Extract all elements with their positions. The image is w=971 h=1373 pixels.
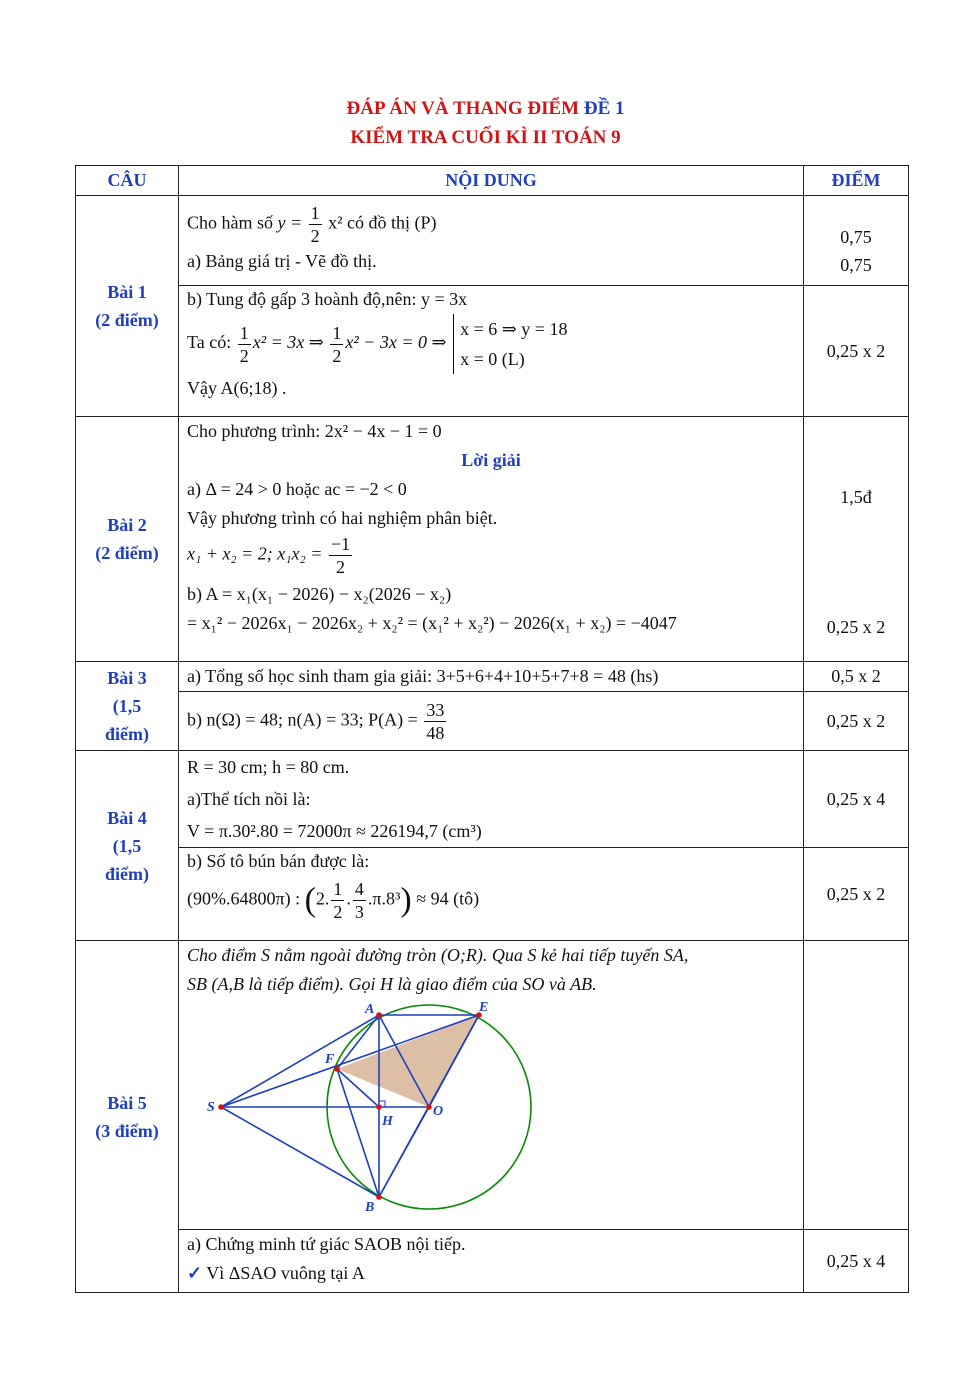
- bai1-b2-mid1: x² = 3x ⇒: [252, 332, 324, 353]
- bai4-l5: (90%.64800π) : (2. $\frac{1}{2}$ . $\frac{4}{3}$ .π.8³) ≈ 94 (tô): [187, 879, 480, 922]
- bai1-pts-b: 0,25 x 2: [804, 286, 909, 417]
- bai2-l5: b) A = x₁(x₁ − 2026) − x₂(2026 − x₂): [187, 584, 452, 604]
- bai5-l1: [187, 941, 795, 970]
- label-a: A: [365, 1002, 375, 1017]
- shaded-triangle: [337, 1015, 479, 1107]
- bai1-intro-post: x² có đồ thị (P): [328, 212, 437, 233]
- sys-line2: x = 0 (L): [460, 349, 525, 369]
- label-h: H: [382, 1114, 393, 1129]
- bai4-pts-b: 0,25 x 2: [804, 848, 909, 941]
- paren-close: ): [400, 881, 412, 919]
- fraction-33-48: [424, 699, 446, 744]
- title-blue: ĐỀ 1: [583, 98, 625, 119]
- bai1-intro-eq: y =: [277, 212, 303, 233]
- frac-d: 2: [310, 226, 320, 246]
- bai2-loigiai: Lời giải: [461, 450, 521, 470]
- bai1-points: (2 điểm): [95, 310, 159, 330]
- bai5-l2-text: SB (A,B là tiếp điểm). Gọi H là giao điểm của SO và AB.: [187, 974, 597, 994]
- bai2-l4-pre: x₁ + x₂ = 2; x₁x₂ =: [187, 543, 323, 564]
- bai5-pts-empty: [804, 941, 909, 1230]
- frac-d: 2: [332, 345, 342, 366]
- bai4-title: Bài 4: [107, 807, 147, 828]
- header-noidung: NỘI DUNG: [179, 166, 804, 196]
- fraction-neg-half: [329, 533, 352, 578]
- bai4-l1: R = 30 cm; h = 80 cm.: [187, 757, 350, 777]
- table-row: [76, 196, 909, 286]
- bai2-label: [76, 417, 179, 662]
- frac-d: 2: [239, 345, 249, 366]
- frac-d: 3: [354, 902, 364, 922]
- bai3-pts-b: 0,25 x 2: [804, 692, 909, 751]
- bai5-a2: [187, 1259, 795, 1288]
- bai2-pts-a: 1,5đ: [840, 487, 872, 507]
- frac-n: 1: [239, 322, 249, 343]
- bai2-l2: a) Δ = 24 > 0 hoặc ac = −2 < 0: [187, 479, 407, 499]
- frac-d: 2: [333, 902, 343, 922]
- bai5-label: [76, 941, 179, 1293]
- bai2-points: (2 điểm): [95, 543, 159, 563]
- bai2-l4: [187, 533, 795, 578]
- frac-n: 1: [310, 203, 320, 223]
- frac-n: −1: [330, 534, 351, 554]
- label-f: F: [325, 1052, 335, 1067]
- bai5-l1-text: Cho điểm S nằm ngoài đường tròn (O;R). Qua S kẻ hai tiếp tuyến SA,: [187, 945, 689, 965]
- bai1-intro-pre: Cho hàm số: [187, 212, 274, 233]
- bai1-pts-a: [804, 196, 909, 286]
- bai1-b2-pre: Ta có:: [187, 332, 232, 353]
- bai4-l4: b) Số tô bún bán được là:: [187, 851, 370, 871]
- bai4-pts-a: 0,25 x 4: [804, 751, 909, 848]
- table-row: [76, 417, 909, 662]
- fraction-half: [331, 878, 344, 923]
- equation-system: [453, 314, 567, 374]
- bai4-content-a: [179, 751, 804, 848]
- bai5-pts-a: 0,25 x 4: [804, 1230, 909, 1293]
- fraction-half: [309, 202, 322, 247]
- bai4-l3: V = π.30².80 = 72000π ≈ 226194,7 (cm³): [187, 821, 482, 841]
- table-header: [76, 166, 909, 196]
- table-row: [76, 751, 909, 848]
- bai3-a: a) Tổng số học sinh tham gia giải: 3+5+6+4+10+5+7+8 = 48 (hs): [179, 662, 804, 692]
- bai2-l6: = x₁² − 2026x₁ − 2026x₂ + x₂² = (x₁² + x₂²) − 2026(x₁ + x₂) = −4047: [187, 613, 677, 633]
- bai5-a1-text: a) Chứng minh tứ giác SAOB nội tiếp.: [187, 1234, 466, 1254]
- bai5-l2: [187, 970, 795, 999]
- table-row: [76, 848, 909, 941]
- bai3-b-pre: b) n(Ω) = 48; n(A) = 33; P(A) =: [187, 709, 418, 730]
- fraction-half: [238, 322, 251, 367]
- table-row: [76, 286, 909, 417]
- bai1-b1: b) Tung độ gấp 3 hoành độ,nên: y = 3x: [187, 289, 468, 309]
- bai4-content-b: [179, 848, 804, 941]
- bai5-a1: [187, 1230, 795, 1259]
- bai5-content-a: [179, 1230, 804, 1293]
- bai2-l1: Cho phương trình: 2x² − 4x − 1 = 0: [187, 421, 442, 441]
- frac-n: 4: [354, 879, 364, 899]
- bai2-title: Bài 2: [107, 515, 147, 535]
- table-row: [76, 1230, 909, 1293]
- bai1-pts-a-val: 0,75: [840, 255, 872, 275]
- bai3-sub1: (1,5: [112, 696, 142, 716]
- bai2-pts-b: 0,25 x 2: [826, 617, 886, 637]
- bai1-intro: [187, 202, 795, 247]
- bai1-b3: Vậy A(6;18) .: [187, 378, 287, 398]
- label-b: B: [365, 1200, 375, 1215]
- check-icon: ✓: [187, 1263, 203, 1283]
- bai3-sub2: điểm): [105, 724, 149, 744]
- label-o: O: [433, 1104, 444, 1119]
- frac-d: 48: [426, 722, 445, 743]
- label-s: S: [207, 1100, 215, 1115]
- fraction-half: [330, 322, 343, 367]
- frac-d: 2: [336, 557, 345, 577]
- bai4-sub1: (1,5: [112, 835, 142, 856]
- bai2-l3: Vậy phương trình có hai nghiệm phân biệt.: [187, 508, 498, 528]
- frac-n: 33: [426, 699, 445, 720]
- bai5-a2-text: Vì ΔSAO vuông tại A: [206, 1263, 365, 1283]
- bai4-label: [76, 751, 179, 941]
- answer-table: [75, 165, 909, 1293]
- fraction-four-third: [353, 878, 366, 923]
- table-row: [76, 692, 909, 751]
- doc-title-line1: [0, 98, 971, 120]
- bai1-pts-intro: 0,75: [840, 227, 872, 247]
- bai3-title: Bài 3: [107, 668, 147, 688]
- header-cau: CÂU: [76, 166, 179, 196]
- paren-open: (: [304, 881, 316, 919]
- sys-line1: x = 6 ⇒ y = 18: [460, 319, 568, 339]
- bai4-l5-pre: (90%.64800π) :: [187, 888, 301, 909]
- bai5-title: Bài 5: [107, 1092, 147, 1113]
- bai5-content: [179, 941, 804, 1230]
- bai2-content: [179, 417, 804, 662]
- bai3-b: [179, 692, 804, 751]
- frac-n: 1: [332, 322, 342, 343]
- bai1-a: a) Bảng giá trị - Vẽ đồ thị.: [187, 251, 377, 271]
- label-e: E: [479, 1001, 489, 1015]
- geometry-figure: [199, 1001, 559, 1223]
- bai3-pts-a: 0,5 x 2: [804, 662, 909, 692]
- frac-n: 1: [333, 879, 343, 899]
- bai4-l2: a)Thể tích nồi là:: [187, 789, 311, 809]
- bai1-b2-mid2: x² − 3x = 0 ⇒: [345, 332, 447, 353]
- bai2-pts: [804, 417, 909, 662]
- doc-title-line2: KIỂM TRA CUỐI KÌ II TOÁN 9: [350, 127, 621, 148]
- bai1-content-a: [179, 196, 804, 286]
- bai4-sub2: điểm): [105, 863, 149, 884]
- bai1-content-b: [179, 286, 804, 417]
- title-red: ĐÁP ÁN VÀ THANG ĐIỂM: [346, 98, 580, 119]
- table-row: [76, 662, 909, 692]
- bai1-title: Bài 1: [107, 282, 147, 302]
- table-row: [76, 941, 909, 1230]
- bai4-l5-post: ≈ 94 (tô): [416, 888, 480, 909]
- bai1-b2: [187, 314, 795, 374]
- bai5-points: (3 điểm): [95, 1120, 159, 1141]
- bai1-label: [76, 196, 179, 417]
- header-diem: ĐIỂM: [804, 166, 909, 196]
- bai3-label: [76, 662, 179, 751]
